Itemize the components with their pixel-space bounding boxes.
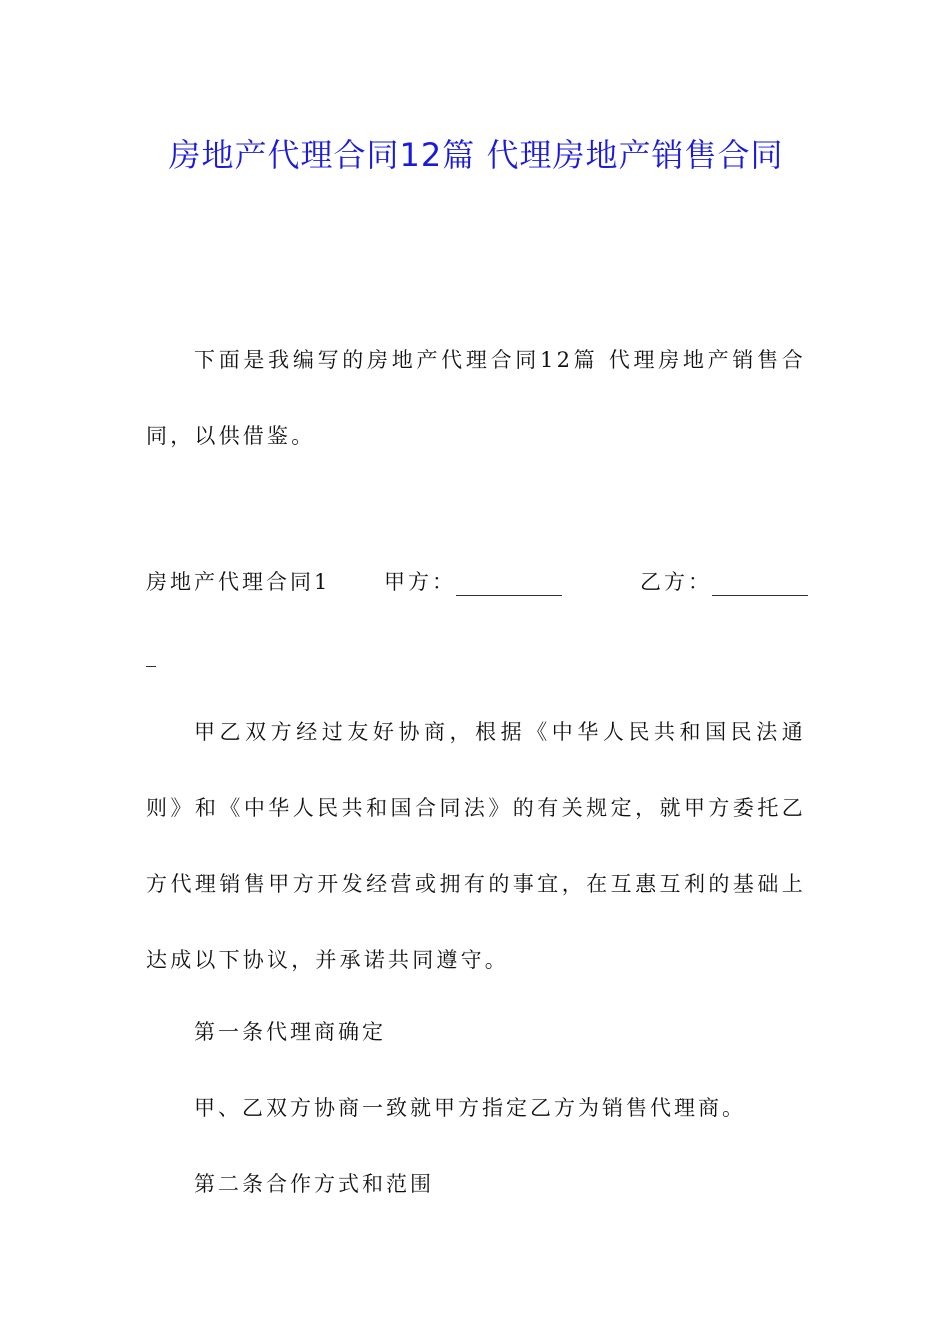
intro-paragraph: 下面是我编写的房地产代理合同12篇 代理房地产销售合同，以供借鉴。	[146, 348, 806, 448]
party-b-field	[640, 566, 808, 596]
party-b-blank-continuation	[146, 652, 156, 667]
article-1-title: 第一条代理商确定	[194, 1020, 386, 1044]
document-title: 房地产代理合同12篇 代理房地产销售合同	[168, 136, 784, 174]
party-a-field	[384, 566, 562, 596]
party-b-label: 乙方：	[640, 570, 712, 594]
article-1-body: 甲、乙双方协商一致就甲方指定乙方为销售代理商。	[194, 1096, 746, 1120]
party-a-label: 甲方：	[384, 570, 456, 594]
party-a-blank	[456, 573, 562, 596]
contract-heading: 房地产代理合同1	[146, 570, 331, 594]
article-2-title: 第二条合作方式和范围	[194, 1172, 434, 1196]
preamble-paragraph: 甲乙双方经过友好协商，根据《中华人民共和国民法通则》和《中华人民共和国合同法》的有关规定，就甲方委托乙方代理销售甲方开发经营或拥有的事宜，在互惠互利的基础上达成以下协议，并承诺共同遵守。	[146, 720, 806, 972]
contract-parties-row	[146, 566, 808, 606]
party-b-blank	[712, 573, 808, 596]
